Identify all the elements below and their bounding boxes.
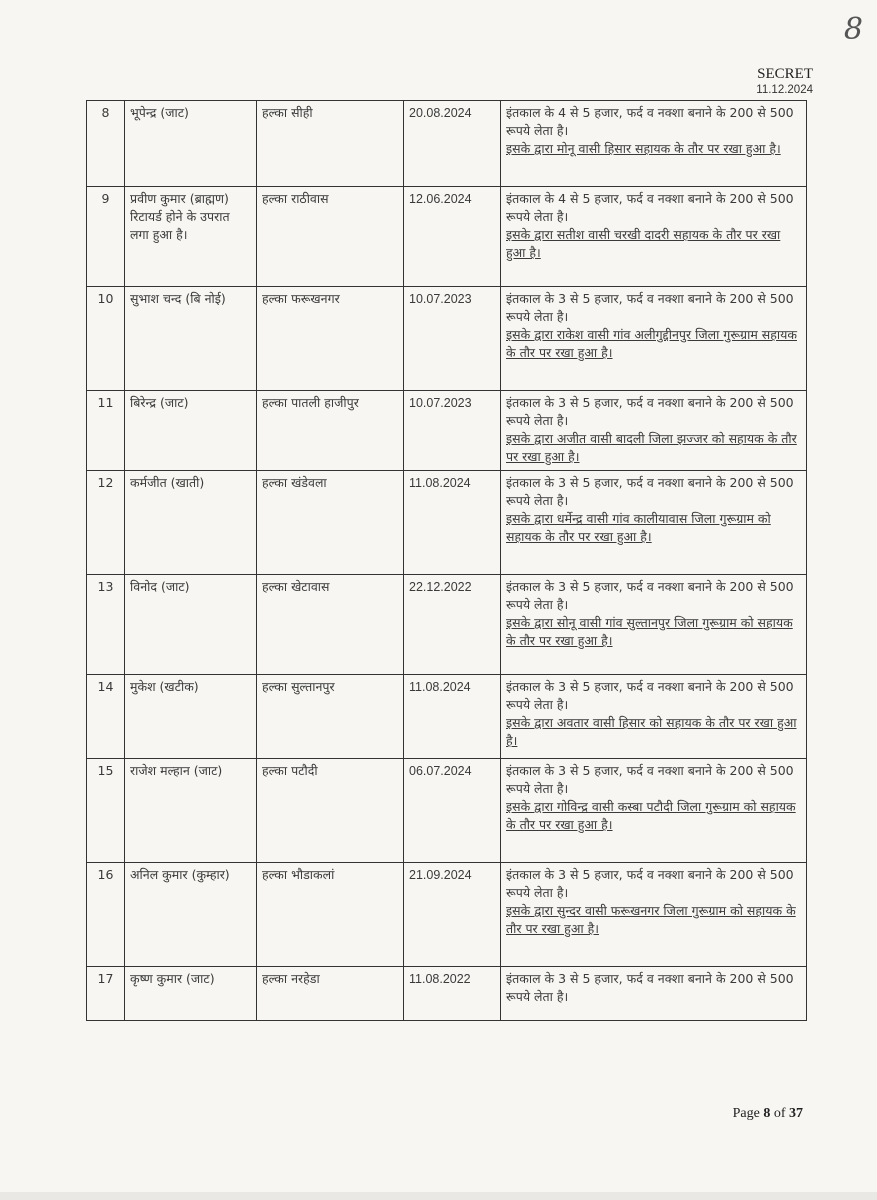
allegation-cell <box>501 287 807 391</box>
document-date: 11.12.2024 <box>756 84 813 96</box>
halka-area: हल्का राठीवास <box>257 187 404 287</box>
official-name: सुभाश चन्द (बि नोई) <box>125 287 257 391</box>
table-row <box>87 675 807 759</box>
halka-area: हल्का भौडाकलां <box>257 863 404 967</box>
halka-area: हल्का नरहेडा <box>257 967 404 1021</box>
assistant-note: इसके द्वारा राकेश वासी गांव अलीगुद्दीनपुर जिला गुरूग्राम सहायक के तौर पर रखा हुआ है। <box>506 327 797 360</box>
official-name: कर्मजीत (खाती) <box>125 471 257 575</box>
assistant-note: इसके द्वारा सोनू वासी गांव सुल्तानपुर जिला गुरूग्राम को सहायक के तौर पर रखा हुआ है। <box>506 615 793 648</box>
assistant-note: इसके द्वारा गोविन्द्र वासी कस्बा पटौदी जिला गुरूग्राम को सहायक के तौर पर रखा हुआ है। <box>506 799 796 832</box>
allegation-cell <box>501 471 807 575</box>
row-number: 15 <box>87 759 125 863</box>
row-number: 8 <box>87 101 125 187</box>
bribe-description: इंतकाल के 3 से 5 हजार, फर्द व नक्शा बनाने के 200 से 500 रूपये लेता है। <box>506 579 794 612</box>
posting-date: 12.06.2024 <box>404 187 501 287</box>
allegation-cell <box>501 187 807 287</box>
row-number: 10 <box>87 287 125 391</box>
halka-area: हल्का सुल्तानपुर <box>257 675 404 759</box>
allegation-cell <box>501 575 807 675</box>
posting-date: 11.08.2024 <box>404 675 501 759</box>
posting-date: 10.07.2023 <box>404 287 501 391</box>
table-row <box>87 759 807 863</box>
table-row <box>87 575 807 675</box>
official-name: राजेश मल्हान (जाट) <box>125 759 257 863</box>
table-row <box>87 287 807 391</box>
page-total: 37 <box>789 1106 803 1121</box>
handwritten-page-number: 8 <box>843 12 863 47</box>
official-name: भूपेन्द्र (जाट) <box>125 101 257 187</box>
assistant-note: इसके द्वारा सतीश वासी चरखी दादरी सहायक के तौर पर रखा हुआ है। <box>506 227 781 260</box>
of-label: of <box>773 1106 786 1121</box>
bribe-description: इंतकाल के 3 से 5 हजार, फर्द व नक्शा बनाने के 200 से 500 रूपये लेता है। <box>506 679 794 712</box>
allegation-cell <box>501 863 807 967</box>
official-name: विनोद (जाट) <box>125 575 257 675</box>
records-table-body <box>87 101 807 1021</box>
bribe-description: इंतकाल के 3 से 5 हजार, फर्द व नक्शा बनाने के 200 से 500 रूपये लेता है। <box>506 291 794 324</box>
records-table <box>86 100 807 1021</box>
bribe-description: इंतकाल के 3 से 5 हजार, फर्द व नक्शा बनाने के 200 से 500 रूपये लेता है। <box>506 971 794 1004</box>
posting-date: 11.08.2024 <box>404 471 501 575</box>
allegation-cell <box>501 967 807 1021</box>
bribe-description: इंतकाल के 3 से 5 हजार, फर्द व नक्शा बनाने के 200 से 500 रूपये लेता है। <box>506 867 794 900</box>
scan-edge <box>0 1192 877 1200</box>
assistant-note: इसके द्वारा अजीत वासी बादली जिला झज्जर को सहायक के तौर पर रखा हुआ है। <box>506 431 797 464</box>
halka-area: हल्का पातली हाजीपुर <box>257 391 404 471</box>
table-row <box>87 863 807 967</box>
row-number: 13 <box>87 575 125 675</box>
official-name: बिरेन्द्र (जाट) <box>125 391 257 471</box>
allegation-cell <box>501 391 807 471</box>
assistant-note: इसके द्वारा अवतार वासी हिसार को सहायक के तौर पर रखा हुआ है। <box>506 715 797 748</box>
row-number: 16 <box>87 863 125 967</box>
official-name: मुकेश (खटीक) <box>125 675 257 759</box>
bribe-description: इंतकाल के 4 से 5 हजार, फर्द व नक्शा बनाने के 200 से 500 रूपये लेता है। <box>506 191 794 224</box>
row-number: 12 <box>87 471 125 575</box>
posting-date: 11.08.2022 <box>404 967 501 1021</box>
allegation-cell <box>501 675 807 759</box>
halka-area: हल्का फरूखनगर <box>257 287 404 391</box>
official-name: अनिल कुमार (कुम्हार) <box>125 863 257 967</box>
page-footer <box>733 1106 803 1122</box>
classification-label: SECRET <box>757 66 813 82</box>
row-number: 11 <box>87 391 125 471</box>
table-row <box>87 471 807 575</box>
allegation-cell <box>501 101 807 187</box>
halka-area: हल्का खेटावास <box>257 575 404 675</box>
posting-date: 06.07.2024 <box>404 759 501 863</box>
bribe-description: इंतकाल के 4 से 5 हजार, फर्द व नक्शा बनाने के 200 से 500 रूपये लेता है। <box>506 105 794 138</box>
posting-date: 10.07.2023 <box>404 391 501 471</box>
halka-area: हल्का पटौदी <box>257 759 404 863</box>
official-name: प्रवीण कुमार (ब्राह्मण) रिटायर्ड होने के उपरात लगा हुआ है। <box>125 187 257 287</box>
table-row <box>87 101 807 187</box>
posting-date: 20.08.2024 <box>404 101 501 187</box>
assistant-note: इसके द्वारा धर्मेन्द्र वासी गांव कालीयावास जिला गुरूग्राम को सहायक के तौर पर रखा हुआ है। <box>506 511 771 544</box>
page-current: 8 <box>763 1106 771 1121</box>
assistant-note: इसके द्वारा मोनू वासी हिसार सहायक के तौर पर रखा हुआ है। <box>506 141 781 156</box>
assistant-note: इसके द्वारा सुन्दर वासी फरूखनगर जिला गुरूग्राम को सहायक के तौर पर रखा हुआ है। <box>506 903 796 936</box>
row-number: 14 <box>87 675 125 759</box>
posting-date: 22.12.2022 <box>404 575 501 675</box>
row-number: 9 <box>87 187 125 287</box>
official-name: कृष्ण कुमार (जाट) <box>125 967 257 1021</box>
page-label: Page <box>732 1106 760 1121</box>
table-row <box>87 187 807 287</box>
bribe-description: इंतकाल के 3 से 5 हजार, फर्द व नक्शा बनाने के 200 से 500 रूपये लेता है। <box>506 395 794 428</box>
halka-area: हल्का खंडेवला <box>257 471 404 575</box>
posting-date: 21.09.2024 <box>404 863 501 967</box>
table-row <box>87 391 807 471</box>
bribe-description: इंतकाल के 3 से 5 हजार, फर्द व नक्शा बनाने के 200 से 500 रूपये लेता है। <box>506 475 794 508</box>
row-number: 17 <box>87 967 125 1021</box>
table-row <box>87 967 807 1021</box>
allegation-cell <box>501 759 807 863</box>
halka-area: हल्का सीही <box>257 101 404 187</box>
bribe-description: इंतकाल के 3 से 5 हजार, फर्द व नक्शा बनाने के 200 से 500 रूपये लेता है। <box>506 763 794 796</box>
